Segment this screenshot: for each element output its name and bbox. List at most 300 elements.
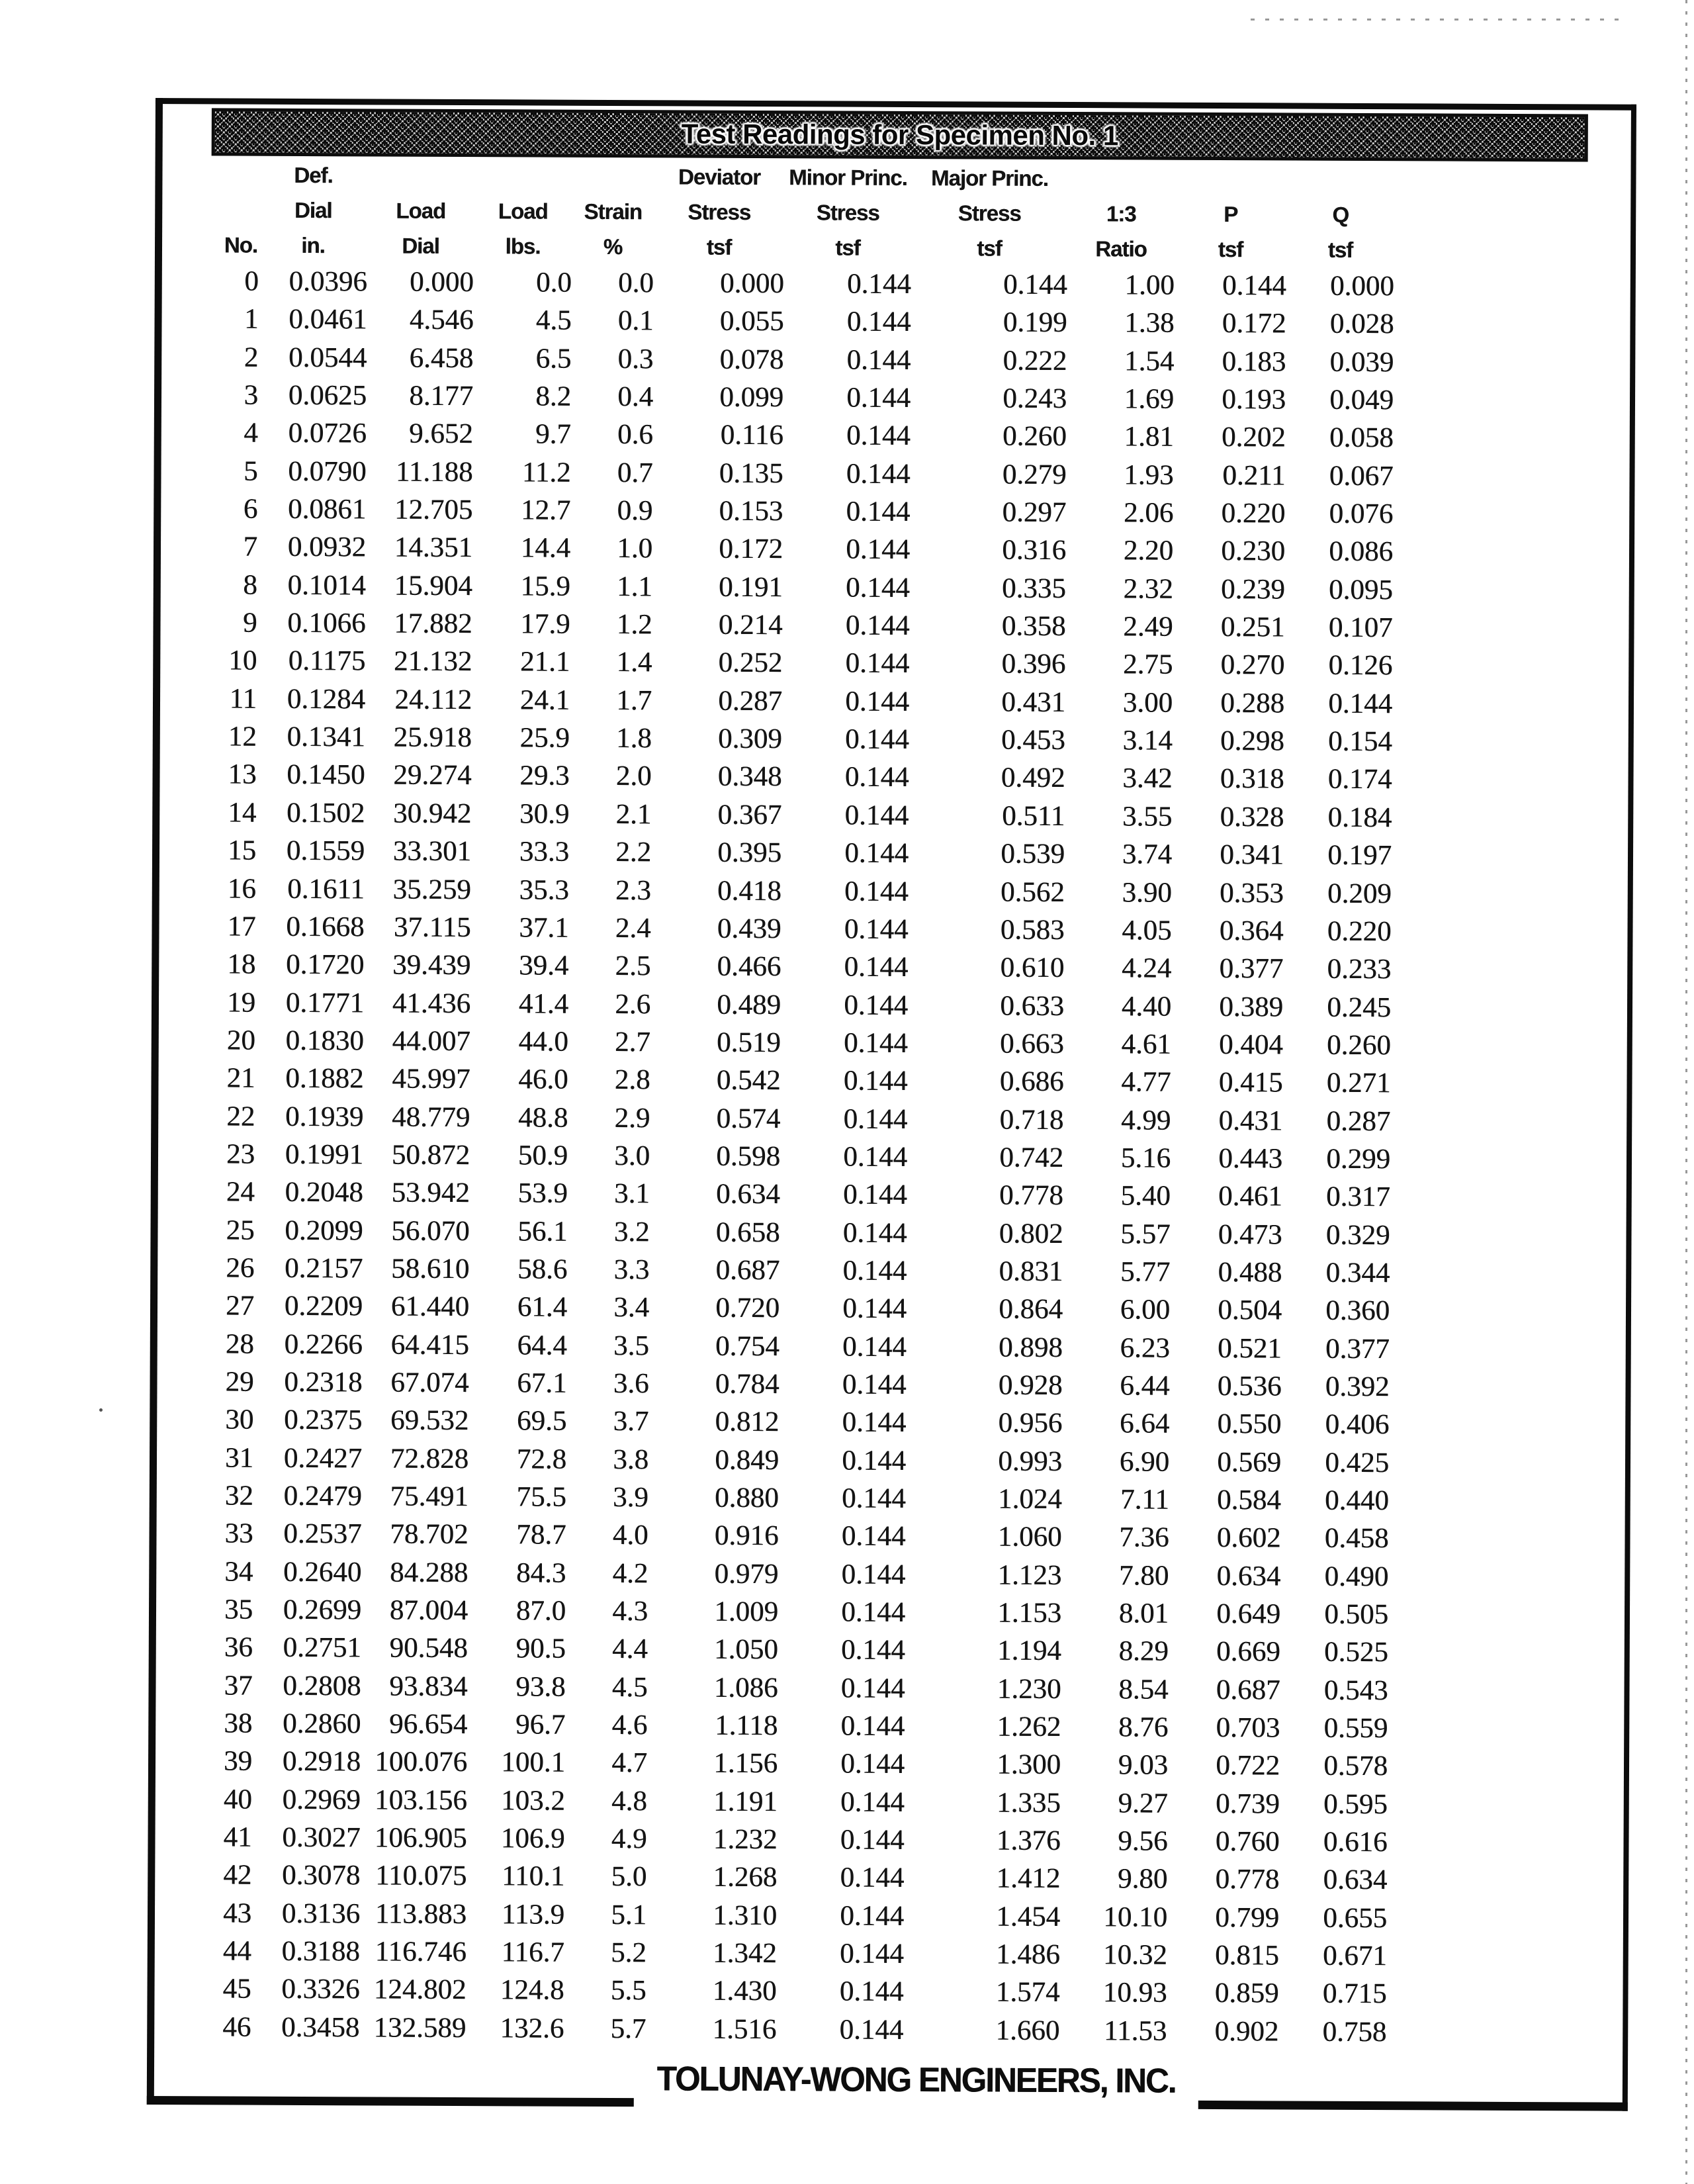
cell-ratio: 3.74: [1122, 839, 1173, 870]
cell-q-tsf: 0.525: [1323, 1637, 1388, 1668]
cell-def-dial-in: 0.2918: [282, 1746, 361, 1778]
cell-load-lbs: 93.8: [515, 1671, 566, 1703]
table-header: [162, 157, 1631, 269]
cell-def-dial-in: 0.1611: [287, 873, 365, 905]
cell-load-lbs: 29.3: [519, 760, 570, 792]
table-row: [159, 945, 1627, 989]
cell-no: 22: [226, 1101, 255, 1132]
cell-p-tsf: 0.584: [1216, 1484, 1281, 1516]
cell-minor-tsf: 0.144: [843, 1103, 908, 1135]
cell-load-dial: 11.188: [395, 456, 473, 488]
cell-def-dial-in: 0.2157: [284, 1252, 363, 1285]
cell-major-tsf: 1.574: [995, 1977, 1060, 2009]
cell-minor-tsf: 0.144: [842, 1369, 907, 1400]
cell-minor-tsf: 0.144: [840, 1748, 905, 1780]
cell-load-dial: 93.834: [389, 1670, 468, 1702]
cell-load-dial: 0.000: [409, 266, 474, 298]
cell-def-dial-in: 0.1559: [286, 835, 365, 867]
cell-ratio: 6.23: [1120, 1332, 1170, 1364]
cell-no: 10: [228, 645, 257, 677]
cell-strain-pct: 3.7: [613, 1406, 649, 1437]
cell-p-tsf: 0.288: [1220, 687, 1285, 719]
table-row: [160, 641, 1628, 686]
header-cell-minor-princ: tsf: [835, 235, 860, 260]
header-cell-no: [162, 192, 259, 228]
header-cell-p: P: [1224, 202, 1238, 227]
cell-ratio: 2.75: [1122, 649, 1173, 681]
cell-minor-tsf: 0.144: [846, 268, 911, 300]
cell-minor-tsf: 0.144: [846, 420, 911, 452]
cell-minor-tsf: 0.144: [846, 496, 911, 528]
cell-q-tsf: 0.543: [1323, 1674, 1388, 1706]
cell-ratio: 1.00: [1124, 269, 1175, 301]
cell-load-dial: 48.779: [391, 1101, 470, 1133]
cell-load-dial: 100.076: [375, 1746, 468, 1778]
cell-ratio: 2.06: [1123, 497, 1174, 529]
cell-load-lbs: 44.0: [518, 1026, 568, 1058]
cell-q-tsf: 0.028: [1329, 308, 1394, 340]
cell-deviator-tsf: 0.172: [719, 533, 783, 565]
cell-p-tsf: 0.859: [1214, 1978, 1279, 2009]
cell-load-dial: 9.652: [408, 418, 473, 450]
cell-load-dial: 25.918: [393, 721, 472, 754]
report-border-frame: [147, 98, 1636, 2111]
cell-def-dial-in: 0.0544: [288, 341, 367, 374]
cell-q-tsf: 0.233: [1327, 953, 1392, 985]
cell-minor-tsf: 0.144: [840, 1786, 905, 1818]
cell-no: 36: [224, 1631, 253, 1664]
cell-deviator-tsf: 0.348: [717, 761, 782, 793]
cell-strain-pct: 3.8: [613, 1443, 649, 1475]
header-cell-load-lbs: lbs.: [505, 234, 541, 259]
cell-no: 42: [223, 1859, 252, 1891]
cell-def-dial-in: 0.3027: [282, 1821, 361, 1854]
cell-q-tsf: 0.039: [1329, 346, 1394, 378]
cell-p-tsf: 0.353: [1219, 877, 1284, 909]
cell-strain-pct: 0.6: [617, 419, 653, 451]
cell-load-lbs: 53.9: [517, 1177, 568, 1209]
cell-load-dial: 124.802: [373, 1974, 467, 2006]
cell-minor-tsf: 0.144: [842, 1406, 907, 1439]
cell-minor-tsf: 0.144: [842, 1293, 907, 1325]
cell-major-tsf: 0.898: [998, 1332, 1063, 1363]
cell-major-tsf: 0.831: [999, 1255, 1063, 1287]
cell-strain-pct: 0.9: [617, 495, 653, 527]
cell-strain-pct: 0.4: [617, 381, 654, 413]
cell-deviator-tsf: 0.880: [714, 1482, 779, 1514]
cell-p-tsf: 0.722: [1216, 1750, 1280, 1782]
cell-strain-pct: 4.2: [612, 1557, 648, 1589]
cell-no: 32: [224, 1480, 253, 1512]
cell-ratio: 8.29: [1118, 1635, 1169, 1668]
cell-deviator-tsf: 0.658: [715, 1216, 780, 1248]
cell-load-lbs: 33.3: [519, 836, 570, 868]
table-row: [156, 1780, 1624, 1825]
cell-major-tsf: 0.335: [1001, 572, 1066, 604]
cell-ratio: 5.57: [1120, 1218, 1171, 1250]
cell-load-lbs: 132.6: [500, 2013, 564, 2044]
cell-strain-pct: 0.0: [617, 267, 654, 299]
header-cell-load-lbs: Load: [498, 199, 548, 224]
cell-major-tsf: 1.660: [995, 2015, 1060, 2046]
cell-major-tsf: 0.663: [999, 1028, 1064, 1060]
header-cell-load-dial: [367, 158, 474, 193]
cell-q-tsf: 0.220: [1327, 915, 1392, 948]
cell-def-dial-in: 0.2751: [283, 1632, 361, 1664]
cell-minor-tsf: 0.144: [844, 799, 909, 831]
cell-load-lbs: 106.9: [500, 1823, 565, 1854]
cell-p-tsf: 0.239: [1220, 573, 1285, 606]
cell-deviator-tsf: 0.287: [718, 685, 783, 717]
header-cell-load-dial: Load: [396, 198, 446, 223]
header-cell-q: [1286, 161, 1394, 197]
table-row: [161, 527, 1629, 572]
cell-q-tsf: 0.126: [1328, 650, 1393, 682]
cell-deviator-tsf: 0.116: [720, 420, 783, 451]
cell-ratio: 1.54: [1124, 345, 1175, 377]
cell-minor-tsf: 0.144: [840, 1824, 905, 1856]
table-row: [162, 262, 1630, 306]
cell-q-tsf: 0.299: [1326, 1143, 1391, 1175]
cell-load-dial: 56.070: [391, 1215, 470, 1247]
cell-strain-pct: 3.6: [613, 1368, 649, 1400]
cell-ratio: 4.40: [1121, 990, 1172, 1023]
cell-load-dial: 61.440: [390, 1291, 470, 1323]
cell-load-dial: 21.132: [393, 646, 472, 678]
cell-ratio: 1.93: [1124, 459, 1174, 491]
cell-major-tsf: 0.562: [1000, 876, 1065, 908]
cell-p-tsf: 0.488: [1218, 1256, 1282, 1289]
cell-p-tsf: 0.431: [1218, 1105, 1283, 1137]
table-row: [156, 1742, 1624, 1786]
cell-load-dial: 110.075: [375, 1860, 467, 1892]
table-row: [161, 452, 1629, 496]
cell-deviator-tsf: 0.439: [717, 913, 781, 944]
company-name: TOLUNAY-WONG ENGINEERS, INC.: [656, 2060, 1176, 2101]
cell-deviator-tsf: 0.812: [715, 1406, 780, 1438]
cell-minor-tsf: 0.144: [845, 572, 910, 604]
cell-ratio: 6.90: [1119, 1446, 1170, 1478]
cell-load-dial: 8.177: [409, 380, 474, 412]
cell-def-dial-in: 0.2640: [283, 1556, 362, 1588]
scan-speck: [99, 1408, 103, 1412]
header-cell-q: tsf: [1327, 237, 1353, 262]
cell-def-dial-in: 0.1771: [285, 987, 365, 1019]
cell-deviator-tsf: 0.099: [719, 381, 784, 414]
cell-load-lbs: 37.1: [519, 912, 569, 944]
table-row: [158, 1059, 1627, 1103]
cell-strain-pct: 5.7: [610, 2013, 646, 2045]
cell-q-tsf: 0.715: [1322, 1978, 1387, 2010]
cell-load-lbs: 72.8: [516, 1443, 567, 1475]
cell-p-tsf: 0.687: [1216, 1674, 1280, 1706]
cell-no: 30: [225, 1404, 254, 1435]
cell-no: 44: [222, 1935, 251, 1967]
cell-p-tsf: 0.377: [1219, 953, 1284, 985]
table-row: [154, 1970, 1623, 2014]
cell-strain-pct: 1.2: [616, 609, 652, 641]
cell-minor-tsf: 0.144: [841, 1559, 906, 1590]
cell-no: 37: [224, 1670, 253, 1702]
cell-minor-tsf: 0.144: [841, 1596, 906, 1628]
cell-def-dial-in: 0.3326: [281, 1974, 360, 2005]
cell-strain-pct: 2.0: [615, 760, 652, 792]
cell-q-tsf: 0.271: [1326, 1067, 1391, 1099]
cell-deviator-tsf: 0.055: [719, 306, 784, 338]
cell-q-tsf: 0.655: [1323, 1902, 1388, 1934]
table-row: [157, 1325, 1626, 1369]
cell-major-tsf: 0.610: [1000, 952, 1065, 984]
cell-load-lbs: 56.1: [517, 1215, 568, 1248]
cell-no: 0: [244, 265, 259, 297]
cell-major-tsf: 0.802: [999, 1218, 1063, 1250]
cell-strain-pct: 2.7: [614, 1026, 650, 1058]
cell-load-lbs: 12.7: [520, 494, 571, 526]
cell-strain-pct: 3.2: [613, 1216, 650, 1248]
cell-q-tsf: 0.076: [1329, 498, 1394, 530]
cell-load-dial: 4.546: [409, 304, 474, 336]
cell-q-tsf: 0.406: [1325, 1409, 1390, 1441]
cell-minor-tsf: 0.144: [843, 1027, 908, 1059]
cell-deviator-tsf: 0.309: [717, 723, 782, 755]
cell-q-tsf: 0.634: [1323, 1864, 1388, 1896]
cell-ratio: 9.27: [1118, 1788, 1168, 1819]
cell-load-lbs: 11.2: [521, 457, 571, 488]
cell-def-dial-in: 0.1066: [287, 607, 366, 639]
cell-load-lbs: 4.5: [535, 304, 572, 337]
cell-p-tsf: 0.389: [1219, 991, 1284, 1023]
cell-minor-tsf: 0.144: [840, 1862, 905, 1894]
cell-q-tsf: 0.377: [1325, 1333, 1390, 1365]
cell-strain-pct: 4.9: [611, 1823, 647, 1855]
cell-q-tsf: 0.329: [1325, 1219, 1390, 1251]
cell-major-tsf: 0.511: [1002, 800, 1065, 832]
table-row: [161, 414, 1630, 458]
cell-q-tsf: 0.287: [1326, 1105, 1391, 1137]
cell-q-tsf: 0.559: [1323, 1712, 1388, 1745]
cell-minor-tsf: 0.144: [839, 2014, 904, 2046]
cell-load-dial: 106.905: [374, 1822, 467, 1854]
cell-def-dial-in: 0.3078: [281, 1860, 361, 1891]
cell-no: 12: [228, 721, 257, 752]
cell-load-dial: 35.259: [392, 874, 471, 905]
cell-load-dial: 132.589: [373, 2012, 467, 2044]
cell-ratio: 5.77: [1120, 1256, 1171, 1288]
cell-p-tsf: 0.251: [1220, 612, 1285, 643]
cell-ratio: 3.90: [1122, 876, 1172, 909]
cell-load-lbs: 15.9: [520, 570, 570, 602]
cell-ratio: 10.93: [1102, 1977, 1167, 2009]
cell-minor-tsf: 0.144: [846, 533, 911, 566]
cell-major-tsf: 1.060: [997, 1521, 1062, 1553]
cell-def-dial-in: 0.2479: [283, 1480, 362, 1512]
cell-p-tsf: 0.270: [1220, 649, 1285, 681]
cell-minor-tsf: 0.144: [845, 610, 910, 642]
header-cell-strain: [572, 159, 654, 195]
cell-load-dial: 64.415: [390, 1329, 469, 1361]
cell-strain-pct: 2.8: [614, 1064, 650, 1096]
cell-deviator-tsf: 1.086: [713, 1672, 778, 1704]
cell-def-dial-in: 0.3458: [281, 2011, 360, 2044]
cell-p-tsf: 0.415: [1218, 1067, 1283, 1099]
cell-def-dial-in: 0.2266: [284, 1328, 363, 1361]
cell-no: 29: [225, 1366, 254, 1398]
cell-deviator-tsf: 0.574: [716, 1103, 781, 1134]
cell-no: 38: [224, 1707, 253, 1739]
cell-major-tsf: 1.123: [997, 1559, 1062, 1591]
cell-minor-tsf: 0.144: [846, 382, 911, 414]
cell-load-lbs: 41.4: [518, 987, 569, 1020]
cell-strain-pct: 4.7: [611, 1747, 648, 1779]
cell-deviator-tsf: 1.342: [712, 1937, 777, 1970]
cell-strain-pct: 3.9: [612, 1482, 648, 1514]
cell-major-tsf: 1.486: [995, 1938, 1060, 1971]
cell-deviator-tsf: 1.009: [714, 1596, 779, 1628]
cell-load-lbs: 116.7: [501, 1936, 564, 1968]
cell-strain-pct: 0.7: [617, 457, 653, 489]
cell-minor-tsf: 0.144: [845, 647, 910, 680]
header-cell-strain: %: [603, 234, 623, 259]
cell-p-tsf: 0.193: [1222, 384, 1286, 416]
page-title: Test Readings for Specimen No. 1: [681, 118, 1118, 152]
cell-load-lbs: 24.1: [519, 684, 570, 716]
header-cell-def-dial: Def.: [294, 162, 333, 188]
cell-strain-pct: 3.1: [613, 1178, 650, 1210]
cell-def-dial-in: 0.3188: [281, 1935, 360, 1968]
cell-p-tsf: 0.404: [1218, 1028, 1283, 1061]
cell-load-lbs: 46.0: [518, 1064, 568, 1095]
cell-q-tsf: 0.086: [1329, 536, 1394, 568]
cell-no: 26: [226, 1252, 255, 1284]
cell-q-tsf: 0.107: [1328, 612, 1393, 644]
cell-p-tsf: 0.703: [1216, 1712, 1280, 1744]
cell-load-dial: 24.112: [394, 684, 472, 715]
cell-p-tsf: 0.230: [1221, 535, 1286, 567]
table-row: [158, 1135, 1627, 1179]
table-row: [159, 756, 1628, 800]
table-row: [156, 1666, 1624, 1711]
cell-load-dial: 67.074: [390, 1367, 469, 1399]
cell-major-tsf: 1.335: [996, 1787, 1061, 1819]
header-cell-def-dial: in.: [301, 232, 325, 258]
cell-p-tsf: 0.298: [1220, 725, 1284, 757]
cell-strain-pct: 1.1: [616, 570, 652, 603]
cell-deviator-tsf: 1.156: [713, 1748, 778, 1780]
cell-ratio: 4.99: [1120, 1104, 1171, 1136]
table-row: [159, 1021, 1627, 1066]
cell-load-lbs: 8.2: [535, 381, 572, 412]
cell-ratio: 3.55: [1122, 801, 1173, 833]
cell-strain-pct: 4.8: [611, 1785, 647, 1817]
table-row: [157, 1477, 1625, 1521]
cell-minor-tsf: 0.144: [844, 762, 909, 794]
cell-no: 7: [243, 531, 258, 563]
cell-q-tsf: 0.058: [1329, 422, 1394, 454]
cell-minor-tsf: 0.144: [842, 1255, 907, 1287]
cell-no: 17: [227, 911, 256, 942]
cell-load-dial: 14.351: [394, 531, 473, 564]
cell-no: 18: [227, 948, 256, 980]
cell-def-dial-in: 0.2427: [283, 1442, 363, 1475]
table-body: [154, 262, 1630, 2052]
cell-no: 41: [223, 1821, 252, 1853]
cell-major-tsf: 0.222: [1003, 345, 1067, 377]
cell-load-lbs: 0.0: [535, 267, 572, 298]
cell-no: 35: [224, 1594, 253, 1625]
cell-q-tsf: 0.671: [1322, 1940, 1387, 1972]
cell-deviator-tsf: 1.118: [715, 1709, 778, 1742]
header-cell-ratio: [1067, 161, 1175, 197]
cell-no: 11: [229, 683, 257, 715]
cell-no: 21: [226, 1062, 255, 1094]
cell-ratio: 5.40: [1120, 1180, 1171, 1212]
cell-load-dial: 69.532: [390, 1404, 469, 1437]
table-row: [159, 794, 1628, 838]
cell-no: 5: [243, 455, 258, 487]
cell-minor-tsf: 0.144: [844, 989, 909, 1021]
cell-p-tsf: 0.172: [1222, 308, 1286, 340]
cell-p-tsf: 0.778: [1215, 1864, 1280, 1895]
cell-no: 39: [223, 1745, 253, 1778]
cell-minor-tsf: 0.144: [842, 1445, 907, 1477]
cell-deviator-tsf: 1.191: [713, 1786, 778, 1817]
cell-def-dial-in: 0.1882: [285, 1063, 364, 1095]
cell-ratio: 3.42: [1122, 762, 1173, 795]
header-cell-q: Q: [1332, 202, 1349, 227]
cell-minor-tsf: 0.144: [844, 837, 909, 870]
table-row: [161, 490, 1629, 534]
cell-major-tsf: 0.928: [998, 1369, 1063, 1401]
cell-load-dial: 29.274: [393, 760, 472, 792]
cell-major-tsf: 1.024: [997, 1483, 1062, 1515]
cell-deviator-tsf: 0.598: [716, 1140, 781, 1173]
cell-no: 16: [227, 872, 256, 905]
cell-p-tsf: 0.220: [1221, 498, 1286, 529]
cell-q-tsf: 0.317: [1325, 1181, 1390, 1213]
cell-load-dial: 72.828: [390, 1443, 469, 1475]
cell-q-tsf: 0.144: [1328, 688, 1393, 719]
cell-p-tsf: 0.183: [1222, 345, 1286, 378]
table-header-row: [162, 227, 1630, 269]
cell-no: 4: [244, 417, 258, 449]
table-row: [156, 1704, 1624, 1749]
table-row: [158, 1173, 1627, 1217]
cell-deviator-tsf: 1.050: [713, 1634, 778, 1666]
cell-deviator-tsf: 1.232: [713, 1823, 778, 1856]
cell-load-dial: 39.439: [392, 949, 471, 981]
cell-no: 19: [226, 987, 256, 1019]
table-row: [161, 338, 1630, 383]
cell-q-tsf: 0.000: [1329, 270, 1394, 302]
cell-q-tsf: 0.154: [1327, 725, 1392, 758]
cell-load-lbs: 25.9: [519, 722, 570, 754]
header-cell-major-princ: tsf: [977, 236, 1002, 261]
table-row: [157, 1287, 1626, 1331]
table-row: [161, 566, 1629, 610]
cell-load-lbs: 110.1: [502, 1860, 565, 1893]
cell-q-tsf: 0.440: [1324, 1484, 1389, 1517]
cell-major-tsf: 0.956: [998, 1407, 1063, 1439]
cell-strain-pct: 2.3: [615, 874, 651, 906]
table-row: [160, 680, 1628, 724]
cell-major-tsf: 0.778: [999, 1179, 1063, 1212]
cell-load-lbs: 84.3: [515, 1557, 566, 1589]
cell-no: 13: [228, 758, 257, 791]
cell-major-tsf: 0.633: [1000, 990, 1065, 1022]
cell-ratio: 11.53: [1104, 2015, 1167, 2047]
cell-load-lbs: 124.8: [500, 1974, 564, 2007]
cell-major-tsf: 1.412: [996, 1863, 1061, 1895]
